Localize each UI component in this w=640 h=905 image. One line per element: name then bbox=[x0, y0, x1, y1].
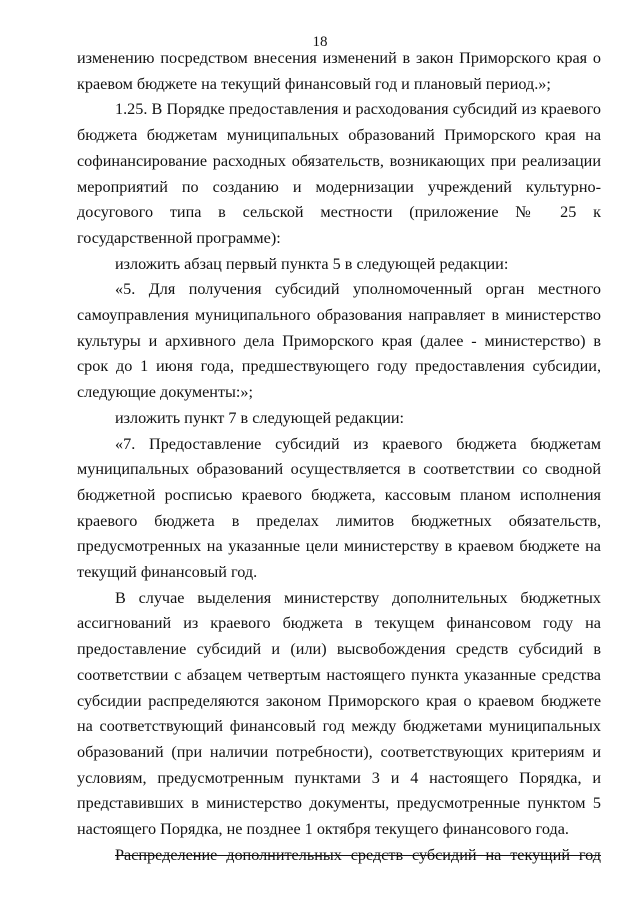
paragraph-instruction-point-5: изложить абзац первый пункта 5 в следующей редакции: bbox=[115, 254, 509, 273]
paragraph-point-7: «7. Предоставление субсидий из краевого бюджета бюджетам муниципальных образований осуществляется в соответствии со сводной бюджетной росписью краевого бюджета, кассовым планом исполнения краевого бюджета в пределах лимитов бюджетных обязательств, предусмотренных на указанные цели министерству в краевом бюджете на текущий финансовый год. bbox=[77, 434, 601, 582]
paragraph-additional-allocations: В случае выделения министерству дополнительных бюджетных ассигнований из краевого бюджета в текущем финансовом году на предоставление субсидий и (или) высвобождения средств субсидий в соответствии с абзацем четвертым настоящего пункта указанные средства субсидии распределяются законом Приморского края о краевом бюджете на соответствующий финансовый год между бюджетами муниципальных образований (при наличии потребности), соответствующих критериям и условиям, предусмотренным пунктами 3 и 4 настоящего Порядка, и представивших в министерство документы, предусмотренные пунктом 5 настоящего Порядка, не позднее 1 октября текущего финансового года. bbox=[77, 588, 601, 839]
paragraph-point-5: «5. Для получения субсидий уполномоченный орган местного самоуправления муниципального образования направляет в министерство культуры и архивного дела Приморского края (далее - министерство) в срок до 1 июня года, предшествующего году предоставления субсидии, следующие документы:»; bbox=[77, 280, 601, 402]
page-number: 18 bbox=[312, 34, 328, 50]
paragraph-continuation: изменению посредством внесения изменений в закон Приморского края о краевом бюджете на текущий финансовый год и плановый период.»; bbox=[77, 49, 601, 93]
paragraph-amendment-1-25: 1.25. В Порядке предоставления и расходования субсидий из краевого бюджета бюджетам муниципальных образований Приморского края на софинансирование расходных обязательств, возникающих при реализации мероприятий по созданию и модернизации учреждений культурно-досугового типа в сельской местности (приложение № 25 к государственной программе): bbox=[77, 100, 601, 247]
paragraph-instruction-point-7: изложить пункт 7 в следующей редакции: bbox=[115, 408, 405, 427]
paragraph-distribution-cut-off: Распределение дополнительных средств субсидий на текущий год bbox=[115, 845, 601, 864]
document-body bbox=[77, 46, 601, 869]
